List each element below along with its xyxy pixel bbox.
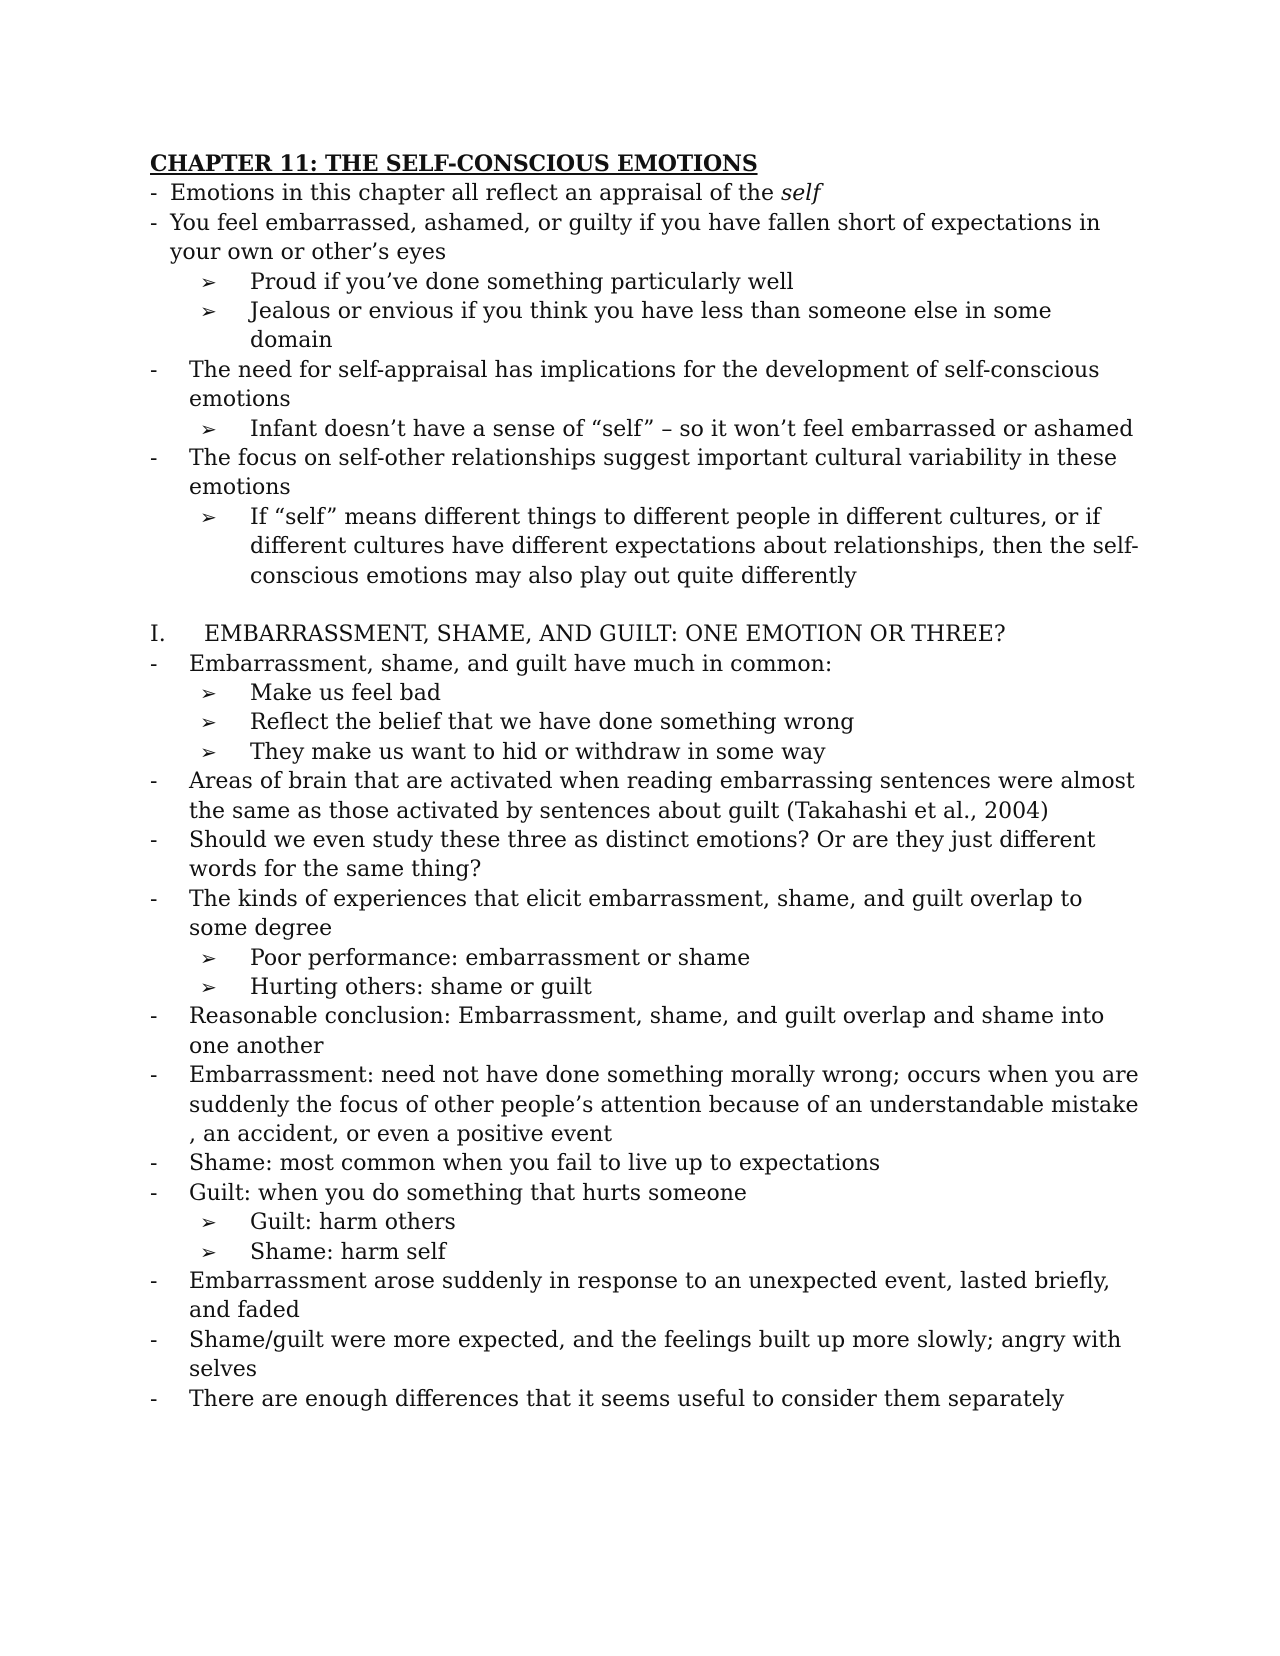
sub-list-item [150, 708, 1140, 737]
dash-bullet: - [150, 1063, 158, 1089]
sub-list-item-text: Proud if you’ve done something particularly well [250, 269, 794, 295]
sub-list-item-text: Poor performance: embarrassment or shame [250, 945, 751, 971]
dash-bullet: - [150, 886, 158, 912]
dash-bullet: - [150, 446, 158, 472]
sub-list-item [150, 415, 1140, 444]
sub-list-item-text: If “self” means different things to different people in different cultures, or if different cultures have different expectations about relationships, then the self-conscious emotions may also play out quite differently [250, 504, 1139, 589]
sub-list-item-text: Reflect the belief that we have done something wrong [250, 710, 855, 736]
paragraph-spacer [150, 591, 1140, 620]
list-item [150, 1385, 1140, 1414]
sub-list-item-text: Guilt: harm others [250, 1210, 456, 1236]
sub-list-item-text: They make us want to hid or withdraw in some way [250, 739, 826, 765]
list-item [150, 1267, 1140, 1326]
list-item-text: Embarrassment arose suddenly in response to an unexpected event, lasted briefly, and faded [189, 1269, 1111, 1324]
sub-list-item [150, 944, 1140, 973]
list-item [150, 826, 1140, 885]
list-item-text: The need for self-appraisal has implications for the development of self-conscious emotions [189, 357, 1100, 413]
list-item [150, 1002, 1140, 1061]
dash-bullet: - [150, 827, 158, 853]
dash-bullet: - [150, 357, 158, 383]
sub-list-item-text: Infant doesn’t have a sense of “self” – so it won’t feel embarrassed or ashamed [250, 416, 1134, 442]
list-item-text: There are enough differences that it seems useful to consider them separately [189, 1386, 1065, 1412]
sub-list-item-text: Make us feel bad [250, 680, 441, 706]
sub-list-item [150, 973, 1140, 1002]
document-content [150, 150, 1140, 1414]
list-item-text: You feel embarrassed, ashamed, or guilty if you have fallen short of expectations in your own or other’s eyes [170, 210, 1101, 266]
arrow-bullet-icon: ➢ [200, 945, 217, 970]
sub-list-item [150, 503, 1140, 591]
dash-bullet: - [150, 1004, 158, 1030]
arrow-bullet-icon: ➢ [200, 269, 217, 294]
list-item [150, 1326, 1140, 1385]
dash-bullet: - [150, 181, 158, 207]
list-item-text: Embarrassment: need not have done something morally wrong; occurs when you are suddenly the focus of other people’s attention because of an understandable mistake , an accident, or even a positive event [189, 1063, 1139, 1147]
sub-list-item [150, 268, 1140, 297]
list-item [150, 179, 1140, 208]
dash-bullet: - [150, 769, 158, 795]
dash-bullet: - [150, 1151, 158, 1177]
arrow-bullet-icon: ➢ [200, 299, 217, 324]
sub-list-item-text: Jealous or envious if you think you have less than someone else in some domain [250, 299, 1052, 354]
arrow-bullet-icon: ➢ [200, 1239, 217, 1264]
chapter-title: CHAPTER 11: THE SELF-CONSCIOUS EMOTIONS [150, 151, 758, 177]
list-item-text: Shame/guilt were more expected, and the feelings built up more slowly; angry with selves [189, 1327, 1122, 1383]
dash-bullet: - [150, 1180, 158, 1206]
list-item [150, 1149, 1140, 1178]
list-item-text: The kinds of experiences that elicit embarrassment, shame, and guilt overlap to some degree [189, 886, 1083, 942]
list-item [150, 356, 1140, 415]
list-item-text: Embarrassment, shame, and guilt have much in common: [189, 651, 833, 677]
dash-bullet: - [150, 1327, 158, 1353]
sub-list-item [150, 1238, 1140, 1267]
arrow-bullet-icon: ➢ [200, 710, 217, 735]
sub-list-item [150, 1208, 1140, 1237]
arrow-bullet-icon: ➢ [200, 739, 217, 764]
sub-list-item [150, 297, 1140, 356]
list-item-text: Areas of brain that are activated when reading embarrassing sentences were almost the same as those activated by sentences about guilt (Takahashi et al., 2004) [189, 769, 1135, 824]
list-item [150, 767, 1140, 826]
arrow-bullet-icon: ➢ [200, 416, 217, 441]
dash-bullet: - [150, 1386, 158, 1412]
arrow-bullet-icon: ➢ [200, 504, 217, 529]
arrow-bullet-icon: ➢ [200, 1210, 217, 1235]
list-item-text: Should we even study these three as distinct emotions? Or are they just different words for the same thing? [189, 827, 1096, 883]
list-item [150, 444, 1140, 503]
list-item [150, 650, 1140, 679]
list-item-text: Guilt: when you do something that hurts someone [189, 1180, 747, 1206]
list-item-text: The focus on self-other relationships suggest important cultural variability in these emotions [189, 446, 1118, 501]
arrow-bullet-icon: ➢ [200, 680, 217, 705]
dash-bullet: - [150, 1269, 158, 1295]
sub-list-item [150, 679, 1140, 708]
list-item-text: Reasonable conclusion: Embarrassment, shame, and guilt overlap and shame into one another [189, 1004, 1105, 1059]
sub-list-item-text: Shame: harm self [250, 1239, 446, 1265]
list-item [150, 1061, 1140, 1149]
section-heading [150, 620, 1140, 649]
section-numeral: I. [150, 622, 166, 648]
section-heading-text: EMBARRASSMENT, SHAME, AND GUILT: ONE EMOTION OR THREE? [204, 622, 1006, 648]
list-item-text: Shame: most common when you fail to live up to expectations [189, 1151, 881, 1177]
sub-list-item [150, 738, 1140, 767]
list-item [150, 209, 1140, 268]
italic-emphasis: self [780, 181, 821, 207]
arrow-bullet-icon: ➢ [200, 974, 217, 999]
sub-list-item-text: Hurting others: shame or guilt [250, 974, 592, 1000]
dash-bullet: - [150, 651, 158, 677]
list-item [150, 1179, 1140, 1208]
list-item-text: Emotions in this chapter all reflect an appraisal of the [170, 181, 781, 207]
dash-bullet: - [150, 210, 158, 236]
list-item [150, 885, 1140, 944]
